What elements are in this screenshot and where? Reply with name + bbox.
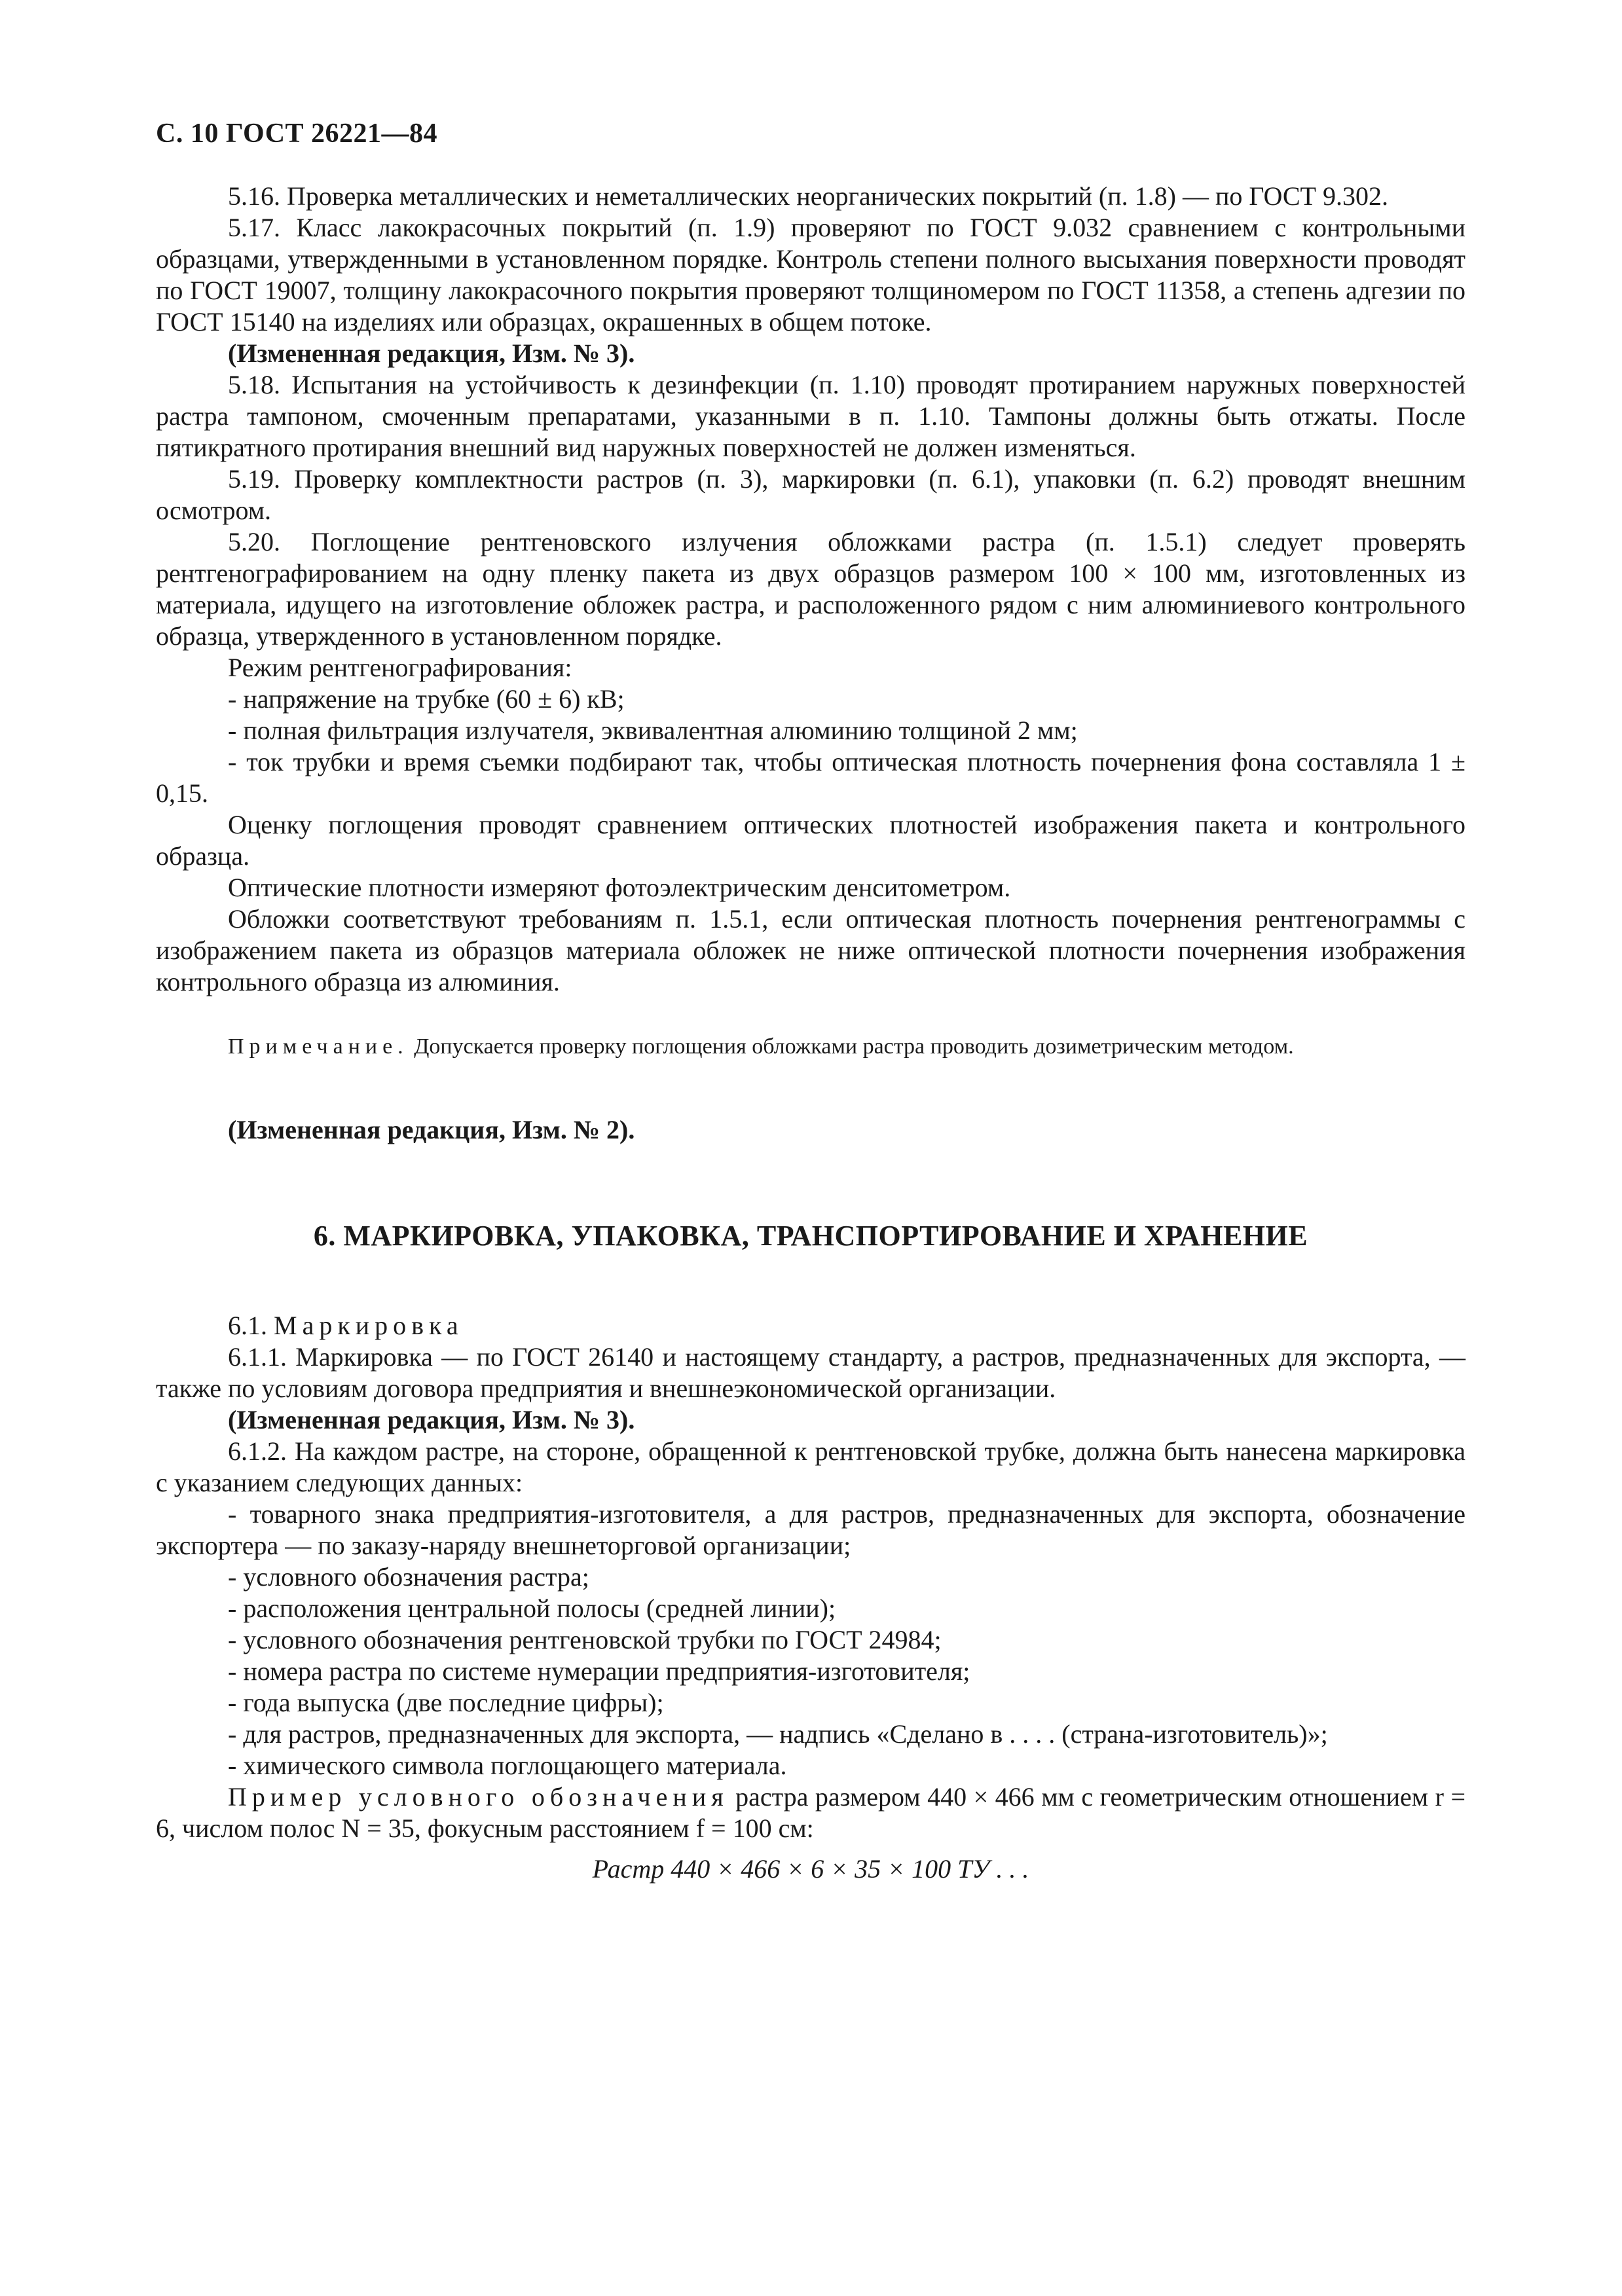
note-label: Примечание. — [228, 1034, 409, 1059]
example-paragraph — [156, 1781, 1465, 1844]
page-content — [156, 118, 1465, 1885]
example-designation: Растр 440 × 466 × 6 × 35 × 100 ТУ . . . — [592, 1854, 1029, 1884]
amendment-note-3b: (Измененная редакция, Изм. № 3). — [228, 1405, 635, 1434]
note — [156, 1033, 1465, 1061]
subsection-number: 6.1. — [228, 1311, 274, 1340]
paragraph-covers: Обложки соответствуют требованиям п. 1.5.1, если оптическая плотность почернения рентгенограммы с изображением пакета из образцов материала обложек не ниже оптической плотности почернения изображения контрольного образца из алюминия. — [156, 904, 1465, 996]
paragraph-5-20: 5.20. Поглощение рентгеновского излучения обложками растра (п. 1.5.1) следует проверять рентгенографированием на одну пленку пакета из двух образцов размером 100 × 100 мм, изготовленных из материала, идущего на изготовление обложек растра, и расположенного рядом с ним алюминиевого контрольного образца, утвержденного в установленном порядке. — [156, 527, 1465, 651]
example-text: растра размером 440 × 466 мм с геометрическим отношением r = 6, числом полос N = 35, фокусным расстоянием f = 100 см: — [156, 1782, 1466, 1843]
paragraph-optical-density: Оптические плотности измеряют фотоэлектрическим денситометром. — [228, 873, 1011, 902]
section-title: 6. МАРКИРОВКА, УПАКОВКА, ТРАНСПОРТИРОВАНИЕ И ХРАНЕНИЕ — [313, 1220, 1308, 1252]
list-item: - расположения центральной полосы (средней линии); — [228, 1594, 836, 1623]
list-item: - номера растра по системе нумерации предприятия-изготовителя; — [228, 1656, 970, 1686]
list-item: - ток трубки и время съемки подбирают так, чтобы оптическая плотность почернения фона составляла 1 ± 0,15. — [156, 747, 1465, 808]
paragraph-assessment: Оценку поглощения проводят сравнением оптических плотностей изображения пакета и контрольного образца. — [156, 810, 1465, 871]
subsection-6-1 — [156, 1310, 1465, 1341]
page-header: С. 10 ГОСТ 26221—84 — [156, 118, 438, 149]
paragraph-5-16: 5.16. Проверка металлических и неметаллических неорганических покрытий (п. 1.8) — по ГОСТ 9.302. — [228, 181, 1388, 211]
note-text: Допускается проверку поглощения обложками растра проводить дозиметрическим методом. — [408, 1034, 1294, 1059]
amendment-note-3: (Измененная редакция, Изм. № 3). — [228, 338, 635, 368]
list-item: - полная фильтрация излучателя, эквивалентная алюминию толщиной 2 мм; — [228, 716, 1078, 745]
list-item: - для растров, предназначенных для экспорта, — надпись «Сделано в . . . . (страна-изготовитель)»; — [228, 1719, 1328, 1749]
paragraph-5-19: 5.19. Проверку комплектности растров (п. 3), маркировки (п. 6.1), упаковки (п. 6.2) проводят внешним осмотром. — [156, 464, 1465, 525]
list-item: - условного обозначения рентгеновской трубки по ГОСТ 24984; — [228, 1625, 942, 1654]
list-item: - химического символа поглощающего материала. — [228, 1751, 787, 1780]
list-item: - товарного знака предприятия-изготовителя, а для растров, предназначенных для экспорта, обозначение экспортера — по заказу-наряду внешнеторговой организации; — [156, 1499, 1465, 1560]
amendment-note-2: (Измененная редакция, Изм. № 2). — [228, 1115, 635, 1144]
paragraph-6-1-2: 6.1.2. На каждом растре, на стороне, обращенной к рентгеновской трубке, должна быть нанесена маркировка с указанием следующих данных: — [156, 1436, 1465, 1497]
paragraph-6-1-1: 6.1.1. Маркировка — по ГОСТ 26140 и настоящему стандарту, а растров, предназначенных для экспорта, — также по условиям договора предприятия и внешнеэкономической организации. — [156, 1342, 1465, 1403]
example-label: Пример условного обозначения — [228, 1782, 729, 1812]
subsection-title: Маркировка — [274, 1311, 464, 1340]
list-item: - напряжение на трубке (60 ± 6) кВ; — [228, 684, 625, 714]
list-item: - условного обозначения растра; — [228, 1562, 589, 1592]
list-item: - года выпуска (две последние цифры); — [228, 1688, 664, 1717]
paragraph-5-17: 5.17. Класс лакокрасочных покрытий (п. 1.9) проверяют по ГОСТ 9.032 сравнением с контрольными образцами, утвержденными в установленном порядке. Контроль степени полного высыхания поверхности проводят по ГОСТ 19007, толщину лакокрасочного покрытия проверяют толщиномером по ГОСТ 11358, а степень адгезии по ГОСТ 15140 на изделиях или образцах, окрашенных в общем потоке. — [156, 213, 1465, 337]
paragraph-5-18: 5.18. Испытания на устойчивость к дезинфекции (п. 1.10) проводят протиранием наружных поверхностей растра тампоном, смоченным препаратами, указанными в п. 1.10. Тампоны должны быть отжаты. После пятикратного протирания внешний вид наружных поверхностей не должен изменяться. — [156, 370, 1465, 462]
xray-mode-heading: Режим рентгенографирования: — [228, 653, 572, 682]
